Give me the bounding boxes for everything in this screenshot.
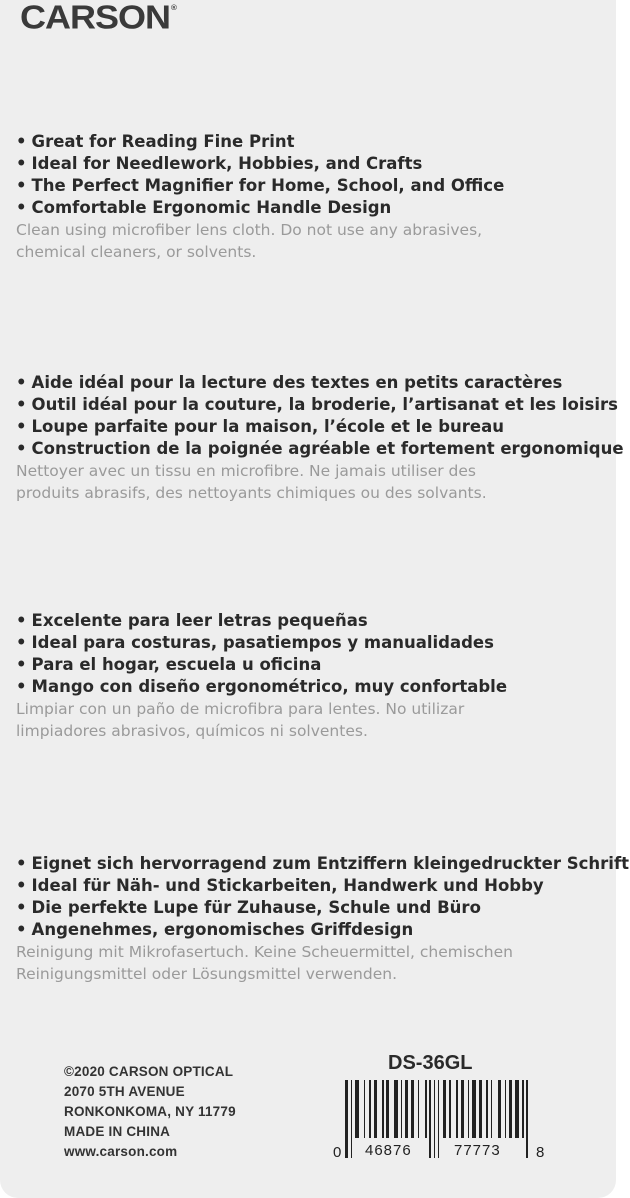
feature-item: • Great for Reading Fine Print [16, 132, 295, 151]
barcode-bar [405, 1080, 408, 1138]
feature-list [16, 853, 630, 941]
feature-item: • Construction de la poignée agréable et fortement ergonomique [16, 439, 624, 458]
barcode-bar [355, 1080, 360, 1138]
origin-line: MADE IN CHINA [64, 1124, 171, 1139]
barcode-bar [429, 1080, 431, 1158]
section-german [16, 853, 630, 985]
barcode-bar [369, 1080, 371, 1138]
barcode-bar [515, 1080, 520, 1138]
care-note: Reinigung mit Mikrofasertuch. Keine Scheuermittel, chemischen Reinigungsmittel oder Lösungsmittel verwenden. [16, 943, 513, 983]
barcode-right-group: 77773 [454, 1142, 501, 1159]
barcode-bar [456, 1080, 458, 1138]
barcode-bar [491, 1080, 493, 1138]
barcode-bar [522, 1080, 524, 1138]
barcode-bar [351, 1080, 353, 1158]
model-number: DS-36GL [388, 1052, 473, 1074]
barcode-bar [411, 1080, 414, 1138]
feature-item: • The Perfect Magnifier for Home, School, and Office [16, 176, 505, 195]
section-spanish [16, 610, 606, 742]
care-note: Clean using microfiber lens cloth. Do not use any abrasives, chemical cleaners, or solvents. [16, 221, 483, 261]
barcode-bar [468, 1080, 470, 1138]
upc-barcode [333, 1080, 548, 1160]
company-address [64, 1062, 236, 1162]
barcode-bar [509, 1080, 512, 1138]
care-note: Nettoyer avec un tissu en microfibre. Ne jamais utiliser des produits abrasifs, des nettoyants chimiques ou des solvants. [16, 462, 487, 502]
feature-item: • Comfortable Ergonomic Handle Design [16, 198, 392, 217]
feature-item: • Angenehmes, ergonomisches Griffdesign [16, 920, 414, 939]
feature-item: • Mango con diseño ergonométrico, muy confortable [16, 677, 508, 696]
barcode-bar [394, 1080, 399, 1138]
barcode-bar [498, 1080, 501, 1138]
barcode-bar [374, 1080, 377, 1138]
barcode-bar [486, 1080, 488, 1138]
feature-item: • Loupe parfaite pour la maison, l’école et le bureau [16, 417, 504, 436]
street-line: 2070 5TH AVENUE [64, 1084, 185, 1099]
feature-item: • Die perfekte Lupe für Zuhause, Schule und Büro [16, 898, 481, 917]
barcode-bar [434, 1080, 436, 1158]
barcode-bar [479, 1080, 482, 1138]
barcode-bar [345, 1080, 348, 1158]
barcode-bar [461, 1080, 464, 1138]
barcode-bar [443, 1080, 446, 1138]
city-line: RONKONKOMA, NY 11779 [64, 1104, 236, 1119]
section-english [16, 131, 606, 263]
barcode-lead-digit: 0 [333, 1144, 342, 1161]
feature-item: • Ideal für Näh- und Stickarbeiten, Handwerk und Hobby [16, 876, 544, 895]
barcode-bar [438, 1080, 440, 1158]
feature-item: • Eignet sich hervorragend zum Entziffern kleingedruckter Schrift [16, 854, 630, 873]
barcode-check-digit: 8 [536, 1144, 545, 1161]
barcode-bar [418, 1080, 420, 1138]
feature-list [16, 131, 606, 219]
feature-item: • Para el hogar, escuela u oficina [16, 655, 322, 674]
barcode-left-group: 46876 [365, 1142, 412, 1159]
barcode-bar [526, 1080, 528, 1158]
barcode-bar [382, 1080, 384, 1138]
feature-item: • Excelente para leer letras pequeñas [16, 611, 368, 630]
care-note: Limpiar con un paño de microfibra para lentes. No utilizar limpiadores abrasivos, químicos ni solventes. [16, 700, 465, 740]
barcode-bar [364, 1080, 366, 1138]
barcode-bar [401, 1080, 403, 1138]
barcode-bar [505, 1080, 507, 1138]
carson-logo: CARSON® [20, 0, 177, 36]
copyright-line: ©2020 CARSON OPTICAL [64, 1064, 234, 1079]
section-french [16, 372, 624, 504]
feature-list [16, 610, 606, 698]
barcode-bar [386, 1080, 389, 1138]
feature-item: • Outil idéal pour la couture, la broderie, l’artisanat et les loisirs [16, 395, 618, 414]
barcode-bar [425, 1080, 427, 1138]
feature-item: • Aide idéal pour la lecture des textes en petits caractères [16, 373, 563, 392]
feature-list [16, 372, 624, 460]
feature-item: • Ideal para costuras, pasatiempos y manualidades [16, 633, 494, 652]
barcode-bar [472, 1080, 477, 1138]
barcode-bar [449, 1080, 451, 1138]
feature-item: • Ideal for Needlework, Hobbies, and Crafts [16, 154, 423, 173]
website-line: www.carson.com [64, 1144, 178, 1159]
